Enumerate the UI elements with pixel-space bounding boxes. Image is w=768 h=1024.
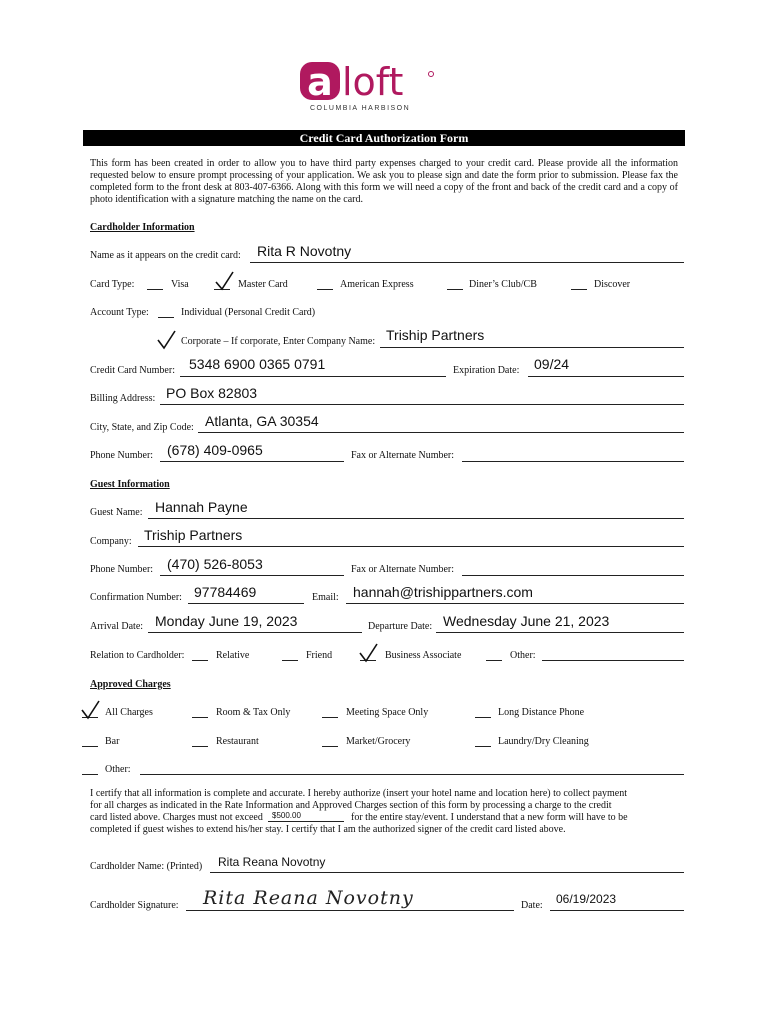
charge-limit-line — [268, 821, 344, 822]
cardholder-name-label: Name as it appears on the credit card: — [90, 250, 241, 261]
certify-line-4: completed if guest wishes to extend his/her stay. I certify that I am the authorized signer of the credit card listed above. — [90, 824, 566, 835]
cardholder-phone-line — [160, 461, 344, 462]
cardholder-name-value[interactable]: Rita R Novotny — [257, 243, 352, 259]
cardholder-fax-label: Fax or Alternate Number: — [351, 450, 455, 461]
guest-heading: Guest Information — [90, 479, 170, 490]
other-relation-blank[interactable] — [486, 660, 502, 661]
aloft-logo — [298, 58, 438, 120]
guest-name-label: Guest Name: — [90, 507, 143, 518]
printed-name-value[interactable]: Rita Reana Novotny — [218, 855, 326, 869]
signature-date-line — [550, 910, 684, 911]
confirmation-line — [188, 603, 304, 604]
company-name-line — [380, 347, 684, 348]
intro-paragraph: This form has been created in order to allow you to have third party expenses charged to your credit card. Please provide all the information requested below to ensure prompt processing of your application. We ask you to please sign and date the form prior to submission. Please fax the completed form to the front desk at 803-407-6366. Along with this form we will need a copy of the front and back of the credit card and a copy of photo identification with a signature matching the name on the card. — [90, 158, 678, 205]
long-distance-label: Long Distance Phone — [498, 707, 585, 718]
certify-line-1: I certify that all information is complete and accurate. I hereby authorize (insert your hotel name and location here) to collect payment — [90, 788, 628, 799]
signature-label: Cardholder Signature: — [90, 900, 179, 911]
guest-fax-label: Fax or Alternate Number: — [351, 564, 455, 575]
form-title: Credit Card Authorization Form — [299, 131, 469, 145]
guest-phone-line — [160, 575, 344, 576]
arrival-line — [148, 632, 362, 633]
relative-label: Relative — [216, 650, 250, 661]
guest-company-line — [138, 546, 684, 547]
diners-blank[interactable] — [447, 289, 463, 290]
email-value[interactable]: hannah@trishippartners.com — [353, 584, 533, 600]
billing-address-line — [160, 404, 684, 405]
city-state-zip-value[interactable]: Atlanta, GA 30354 — [205, 413, 319, 429]
restaurant-blank[interactable] — [192, 746, 208, 747]
individual-label: Individual (Personal Credit Card) — [181, 307, 316, 318]
market-grocery-blank[interactable] — [322, 746, 338, 747]
expiration-label: Expiration Date: — [453, 365, 520, 376]
restaurant-label: Restaurant — [216, 736, 259, 747]
guest-name-line — [148, 518, 684, 519]
billing-address-value[interactable]: PO Box 82803 — [166, 385, 258, 401]
visa-blank[interactable] — [147, 289, 163, 290]
guest-name-value[interactable]: Hannah Payne — [155, 499, 248, 515]
expiration-line — [528, 376, 684, 377]
mastercard-checkmark — [214, 270, 236, 292]
all-charges-checkmark — [80, 700, 102, 722]
card-number-value[interactable]: 5348 6900 0365 0791 — [189, 356, 326, 372]
certify-line-3-post: for the entire stay/event. I understand that a new form will have to be — [351, 812, 628, 823]
mastercard-label: Master Card — [238, 279, 288, 290]
discover-label: Discover — [594, 279, 631, 290]
corporate-checkmark — [156, 330, 178, 352]
room-tax-label: Room & Tax Only — [216, 707, 291, 718]
approved-charges-heading: Approved Charges — [90, 679, 171, 690]
aloft-logo-mark — [298, 58, 438, 102]
expiration-value[interactable]: 09/24 — [534, 356, 570, 372]
all-charges-label: All Charges — [105, 707, 153, 718]
cardholder-name-line — [250, 262, 684, 263]
cardholder-phone-label: Phone Number: — [90, 450, 154, 461]
account-type-label: Account Type: — [90, 307, 149, 318]
corporate-label: Corporate – If corporate, Enter Company Name: — [181, 336, 376, 347]
charge-limit-value[interactable]: $500.00 — [272, 811, 301, 820]
long-distance-blank[interactable] — [475, 717, 491, 718]
guest-company-label: Company: — [90, 536, 132, 547]
bar-label: Bar — [105, 736, 120, 747]
svg-text:a: a — [307, 60, 333, 102]
guest-company-value[interactable]: Triship Partners — [144, 527, 243, 543]
room-tax-blank[interactable] — [192, 717, 208, 718]
logo-location: COLUMBIA HARBISON — [310, 105, 411, 112]
amex-label: American Express — [340, 279, 414, 290]
guest-fax-line — [462, 575, 684, 576]
departure-label: Departure Date: — [368, 621, 433, 632]
meeting-space-blank[interactable] — [322, 717, 338, 718]
friend-blank[interactable] — [282, 660, 298, 661]
card-number-line — [180, 376, 446, 377]
departure-line — [436, 632, 684, 633]
signature-line — [186, 910, 514, 911]
amex-blank[interactable] — [317, 289, 333, 290]
city-state-zip-line — [198, 432, 684, 433]
diners-label: Diner’s Club/CB — [469, 279, 537, 290]
card-type-label: Card Type: — [90, 279, 135, 290]
laundry-blank[interactable] — [475, 746, 491, 747]
meeting-space-label: Meeting Space Only — [346, 707, 429, 718]
business-associate-checkmark — [358, 643, 380, 665]
billing-address-label: Billing Address: — [90, 393, 156, 404]
bar-blank[interactable] — [82, 746, 98, 747]
relation-label: Relation to Cardholder: — [90, 650, 185, 661]
email-line — [346, 603, 684, 604]
laundry-label: Laundry/Dry Cleaning — [498, 736, 589, 747]
relative-blank[interactable] — [192, 660, 208, 661]
card-number-label: Credit Card Number: — [90, 365, 175, 376]
market-grocery-label: Market/Grocery — [346, 736, 411, 747]
signature-date-label: Date: — [521, 900, 543, 911]
other-charges-line[interactable] — [140, 774, 684, 775]
company-name-value[interactable]: Triship Partners — [386, 327, 485, 343]
business-associate-label: Business Associate — [385, 650, 462, 661]
certify-line-3-pre: card listed above. Charges must not exceed — [90, 812, 263, 823]
cardholder-phone-value[interactable]: (678) 409-0965 — [167, 442, 263, 458]
email-label: Email: — [312, 592, 339, 603]
city-state-zip-label: City, State, and Zip Code: — [90, 422, 194, 433]
cardholder-signature[interactable]: Rita Reana Novotny — [203, 887, 414, 909]
signature-date-value[interactable]: 06/19/2023 — [556, 892, 617, 906]
individual-blank[interactable] — [158, 317, 174, 318]
svg-text:loft: loft — [342, 60, 404, 102]
discover-blank[interactable] — [571, 289, 587, 290]
other-charges-blank[interactable] — [82, 774, 98, 775]
printed-name-label: Cardholder Name: (Printed) — [90, 861, 203, 872]
other-relation-line[interactable] — [542, 660, 684, 661]
cardholder-heading: Cardholder Information — [90, 222, 195, 233]
form-title-bar — [83, 130, 685, 146]
confirmation-value[interactable]: 97784469 — [194, 584, 257, 600]
cardholder-fax-line — [462, 461, 684, 462]
visa-label: Visa — [171, 279, 189, 290]
friend-label: Friend — [306, 650, 333, 661]
departure-value[interactable]: Wednesday June 21, 2023 — [443, 613, 610, 629]
confirmation-label: Confirmation Number: — [90, 592, 182, 603]
arrival-label: Arrival Date: — [90, 621, 144, 632]
certify-line-2: for all charges as indicated in the Rate Information and Approved Charges section of this form by processing a charge to the credit — [90, 800, 612, 811]
other-relation-label: Other: — [510, 650, 536, 661]
guest-phone-value[interactable]: (470) 526-8053 — [167, 556, 263, 572]
printed-name-line — [210, 872, 684, 873]
other-charges-label: Other: — [105, 764, 131, 775]
guest-phone-label: Phone Number: — [90, 564, 154, 575]
arrival-value[interactable]: Monday June 19, 2023 — [155, 613, 298, 629]
